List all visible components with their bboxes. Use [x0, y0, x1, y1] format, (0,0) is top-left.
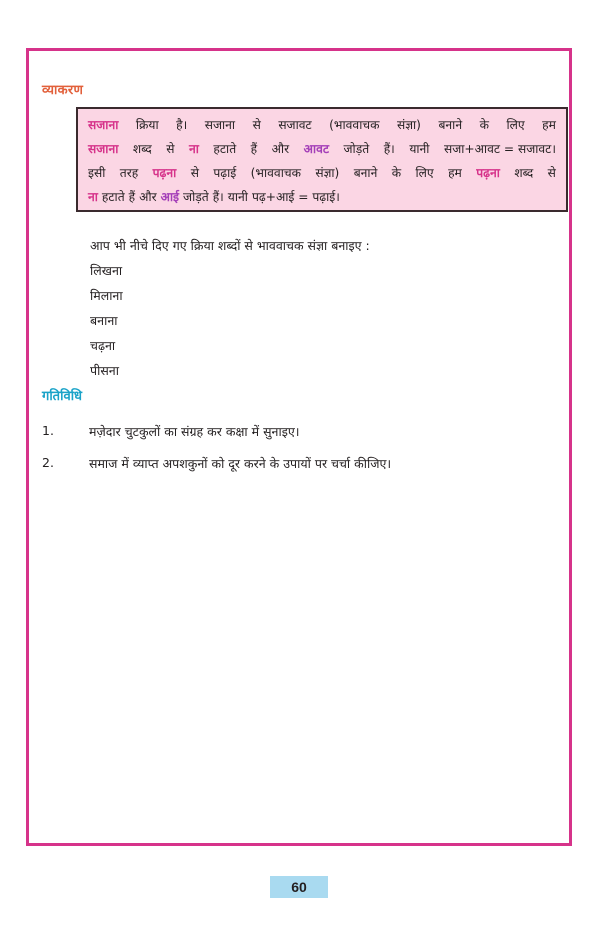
note-word: हम [542, 118, 556, 132]
note-word: आई [160, 190, 180, 204]
page-number: 60 [270, 876, 328, 898]
list-item: लिखना [90, 263, 123, 278]
note-word: के [391, 166, 402, 180]
note-word: (भाववाचक [329, 118, 380, 132]
note-word: हम [448, 166, 462, 180]
note-line-1 [88, 113, 556, 137]
note-word: सजावट [278, 118, 312, 132]
note-word: हैं [128, 190, 136, 204]
note-word: आवट [303, 142, 329, 156]
note-word: पढ़ाई [213, 166, 237, 180]
note-word: जोड़ते [343, 142, 370, 156]
note-word: सजाना [88, 118, 119, 132]
note-word: ना [188, 142, 199, 156]
note-line-2 [88, 137, 556, 161]
note-word: तरह [119, 166, 139, 180]
note-word: लिए [506, 118, 525, 132]
note-line-4 [88, 185, 556, 209]
note-word: पढ़ना [152, 166, 177, 180]
note-word: और [139, 190, 157, 204]
note-word: जोड़ते [183, 190, 209, 204]
note-word: हैं। [383, 142, 395, 156]
list-item: पीसना [90, 363, 119, 378]
note-word: क्रिया [135, 118, 159, 132]
note-word: यानी [227, 190, 248, 204]
note-word: ना [88, 190, 98, 204]
note-word: सजाना [88, 142, 119, 156]
note-word: हैं [250, 142, 258, 156]
note-word: से [166, 142, 175, 156]
note-word: हैं। [212, 190, 224, 204]
note-word: पढ़+आई = पढ़ाई। [251, 190, 340, 204]
note-word: है। [176, 118, 188, 132]
note-word: यानी [409, 142, 430, 156]
note-word: से [547, 166, 556, 180]
note-word: हटाते [101, 190, 125, 204]
note-line-3 [88, 161, 556, 185]
exercise-instruction: आप भी नीचे दिए गए क्रिया शब्दों से भाववाचक संज्ञा बनाइए : [90, 238, 370, 253]
activity-number: 1. [42, 423, 54, 438]
note-word: (भाववाचक [250, 166, 301, 180]
list-item: बनाना [90, 313, 118, 328]
verb-word-list [90, 262, 123, 387]
note-word: इसी [88, 166, 106, 180]
activity-item [42, 423, 299, 440]
note-word: सजाना [204, 118, 236, 132]
note-word: लिए [415, 166, 434, 180]
activity-text: मज़ेदार चुटकुलों का संग्रह कर कक्षा में सुनाइए। [89, 424, 300, 439]
note-word: और [271, 142, 290, 156]
activity-text: समाज में व्याप्त अपशकुनों को दूर करने के उपायों पर चर्चा कीजिए। [89, 456, 392, 471]
activity-item [42, 455, 391, 472]
note-word: बनाने [438, 118, 463, 132]
note-word: सजा+आवट = सजावट। [443, 142, 556, 156]
grammar-heading: व्याकरण [42, 83, 84, 98]
activity-number: 2. [42, 455, 54, 470]
note-word: संज्ञा) [315, 166, 340, 180]
list-item: मिलाना [90, 288, 123, 303]
note-word: शब्द [132, 142, 152, 156]
note-word: बनाने [353, 166, 378, 180]
note-word: से [190, 166, 199, 180]
note-word: से [252, 118, 261, 132]
activity-heading: गतिविधि [42, 389, 83, 404]
list-item: चढ़ना [90, 338, 116, 353]
note-word: शब्द [514, 166, 534, 180]
note-word: पढ़ना [476, 166, 500, 180]
grammar-note-box [76, 107, 568, 212]
note-word: संज्ञा) [396, 118, 421, 132]
note-word: हटाते [213, 142, 237, 156]
note-word: के [479, 118, 489, 132]
